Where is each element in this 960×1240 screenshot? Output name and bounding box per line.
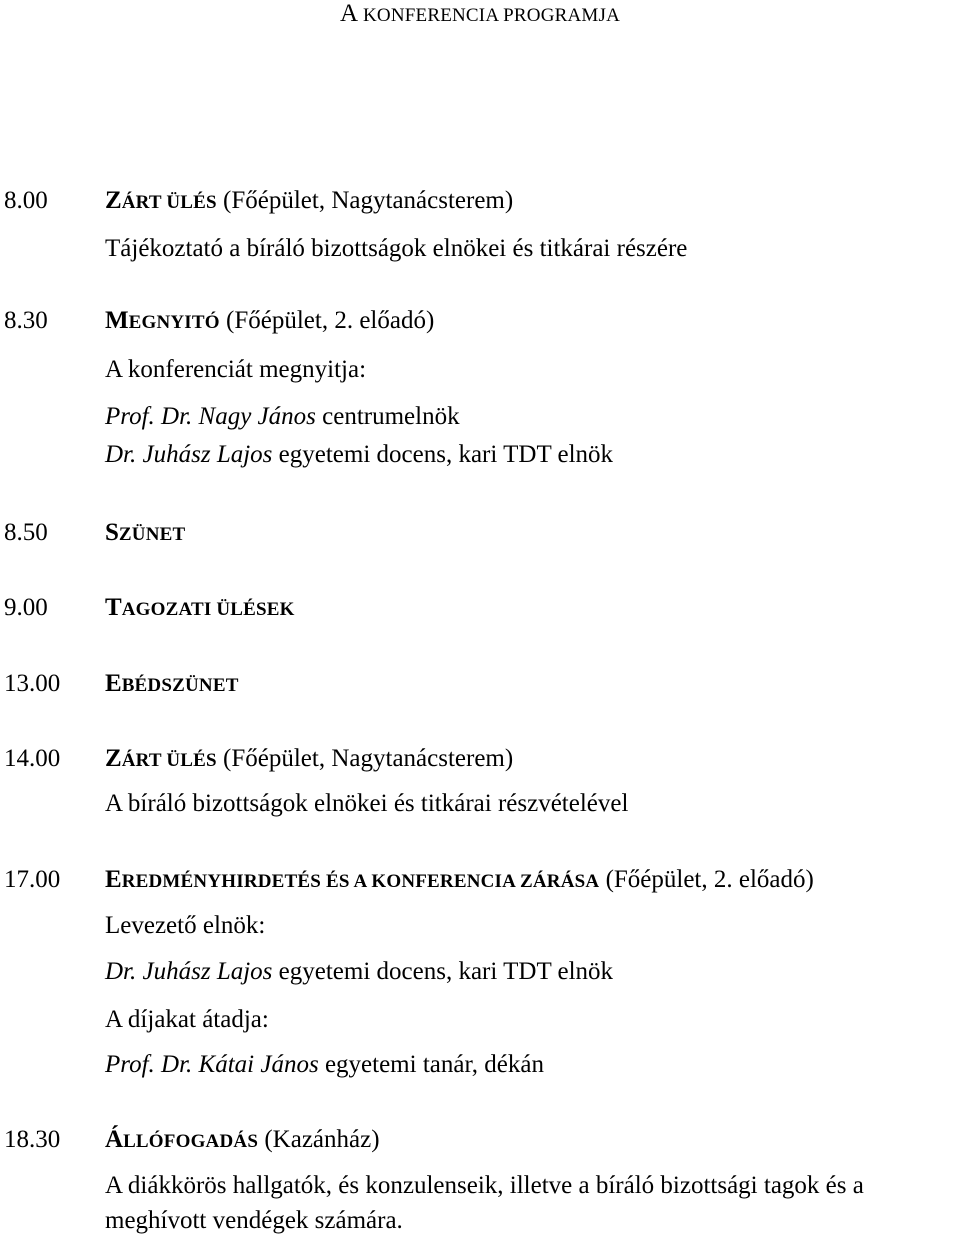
- item-time: 13.00: [4, 670, 61, 697]
- item-time: 17.00: [4, 866, 61, 893]
- item-heading: ÁLLÓFOGADÁS (Kazánház): [105, 1126, 380, 1153]
- title-initial: A: [339, 0, 359, 27]
- page-title: [0, 0, 960, 30]
- item-heading: SZÜNET: [105, 519, 186, 546]
- item-time: 8.00: [4, 187, 48, 214]
- title-rest: KONFERENCIA PROGRAMJA: [358, 5, 621, 26]
- item-heading: TAGOZATI ÜLÉSEK: [105, 594, 295, 621]
- item-time: 14.00: [4, 745, 61, 772]
- item-heading: MEGNYITÓ (Főépület, 2. előadó): [105, 307, 435, 334]
- item-heading: EBÉDSZÜNET: [105, 670, 239, 697]
- item-heading: ZÁRT ÜLÉS (Főépület, Nagytanácsterem): [105, 745, 514, 772]
- item-heading: ZÁRT ÜLÉS (Főépület, Nagytanácsterem): [105, 187, 514, 214]
- item-time: 9.00: [4, 594, 48, 621]
- item-time: 8.30: [4, 307, 48, 334]
- item-heading: EREDMÉNYHIRDETÉS ÉS A KONFERENCIA ZÁRÁSA (Főépület, 2. előadó): [105, 866, 814, 893]
- item-time: 8.50: [4, 519, 48, 546]
- item-time: 18.30: [4, 1126, 61, 1153]
